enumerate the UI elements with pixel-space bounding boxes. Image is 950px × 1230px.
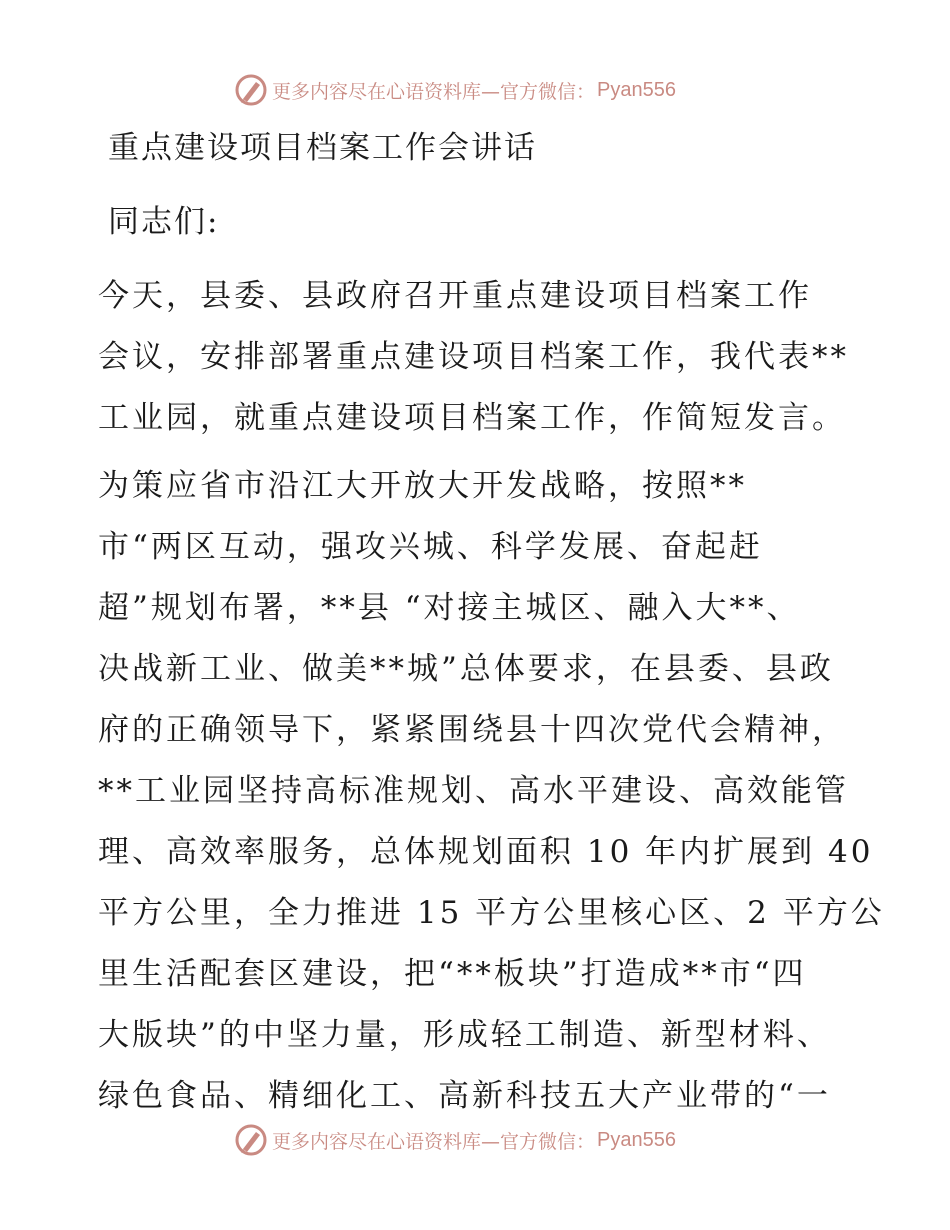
paragraph-line: 绿色食品、精细化工、高新科技五大产业带的“一	[98, 1078, 831, 1114]
watermark-text: 更多内容尽在心语资料库—官方微信：	[272, 80, 596, 103]
watermark-wechat-id: Pyan556	[597, 1128, 676, 1151]
paragraph-line: 超”规划布署，**县 “对接主城区、融入大**、	[98, 590, 801, 626]
paragraph-line: 今天，县委、县政府召开重点建设项目档案工作	[98, 278, 812, 314]
watermark-wechat-id: Pyan556	[597, 78, 676, 101]
paragraph-line: 会议，安排部署重点建设项目档案工作，我代表**	[98, 339, 849, 375]
paragraph-line: 理、高效率服务，总体规划面积 10 年内扩展到 40	[98, 834, 874, 870]
paragraph-line: 决战新工业、做美**城”总体要求，在县委、县政	[98, 651, 834, 687]
paragraph-line: 大版块”的中坚力量，形成轻工制造、新型材料、	[98, 1017, 831, 1053]
header-watermark	[234, 72, 676, 108]
paragraph-1	[98, 266, 858, 449]
watermark-text: 更多内容尽在心语资料库—官方微信：	[272, 1130, 596, 1153]
document-title: 重点建设项目档案工作会讲话	[108, 130, 537, 166]
pen-logo-icon	[234, 1123, 268, 1157]
paragraph-line: 平方公里，全力推进 15 平方公里核心区、2 平方公	[98, 895, 885, 931]
paragraph-line: 为策应省市沿江大开放大开发战略，按照**	[98, 468, 747, 504]
paragraph-2	[98, 456, 885, 1127]
footer-watermark	[234, 1122, 676, 1158]
paragraph-line: 里生活配套区建设，把“**板块”打造成**市“四	[98, 956, 807, 992]
paragraph-line: 市“两区互动，强攻兴城、科学发展、奋起赶	[98, 529, 763, 565]
pen-logo-icon	[234, 73, 268, 107]
paragraph-line: 府的正确领导下，紧紧围绕县十四次党代会精神，	[98, 712, 846, 748]
paragraph-line: **工业园坚持高标准规划、高水平建设、高效能管	[98, 773, 849, 809]
salutation: 同志们:	[108, 204, 220, 240]
paragraph-line: 工业园，就重点建设项目档案工作，作简短发言。	[98, 400, 846, 436]
